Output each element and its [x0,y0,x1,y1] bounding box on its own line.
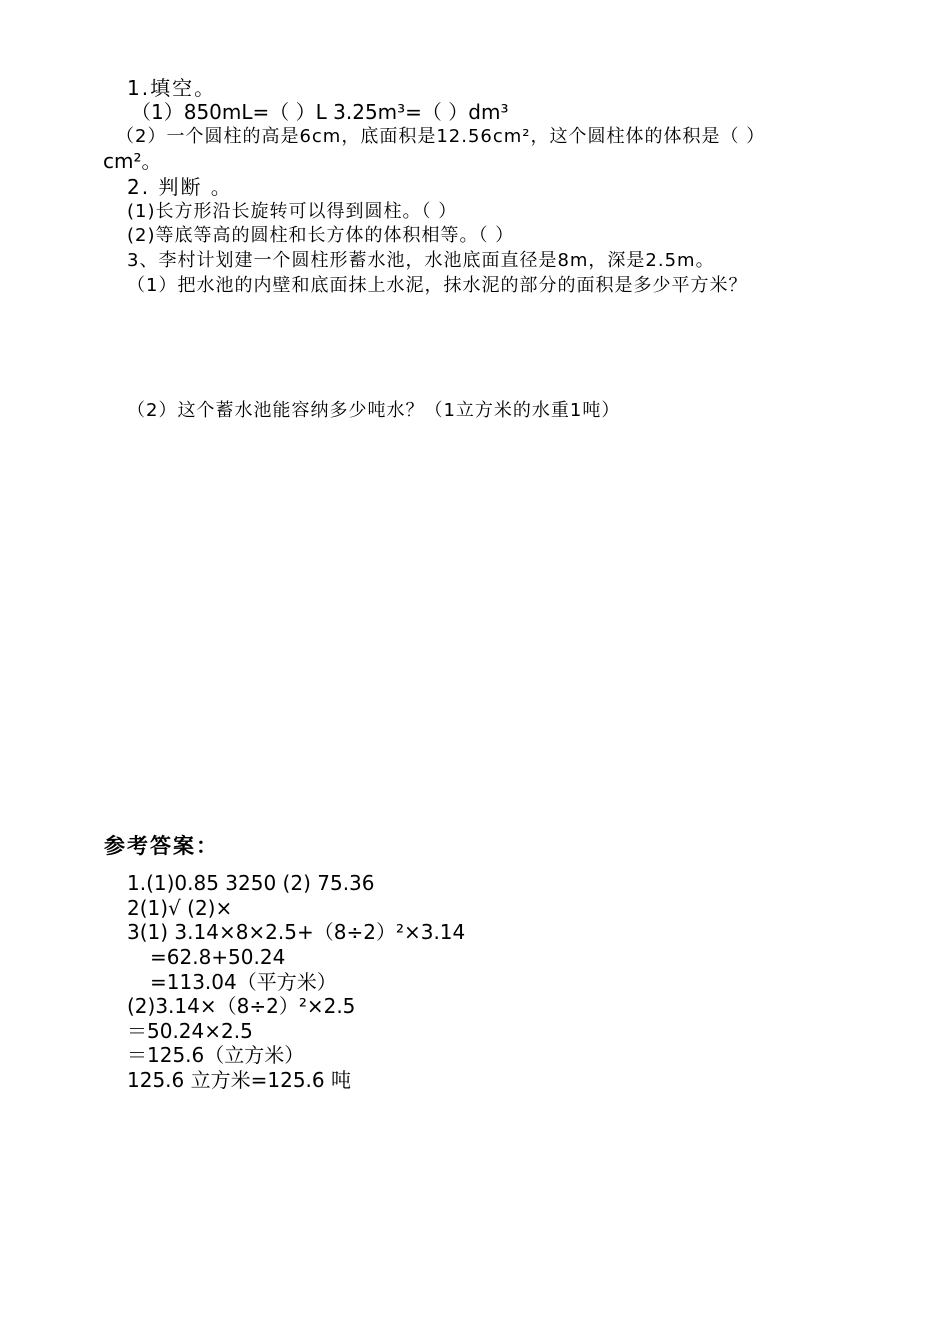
answer-3-line-4: (2)3.14×（8÷2）²×2.5 [127,994,356,1018]
answer-3-line-3: =113.04（平方米） [150,970,337,994]
question-2-part-2: (2)等底等高的圆柱和长方体的体积相等。（ ） [127,225,515,246]
answer-1: 1.(1)0.85 3250 (2) 75.36 [127,871,375,895]
answer-3-line-1: 3(1) 3.14×8×2.5+（8÷2）²×3.14 [127,920,466,944]
question-3-part-1: （1）把水池的内壁和底面抹上水泥，抹水泥的部分的面积是多少平方米？ [127,275,748,296]
question-1-part-1: （1）850mL=（ ）L 3.25m³=（ ）dm³ [131,100,509,124]
answer-key-heading: 参考答案： [104,834,219,858]
question-3-part-2: （2）这个蓄水池能容纳多少吨水？（1立方米的水重1吨） [127,400,621,421]
question-1-part-2-unit: cm²。 [103,149,162,173]
answer-2: 2(1)√ (2)× [127,896,233,920]
answer-3-line-6: ＝125.6（立方米） [127,1043,305,1067]
answer-3-line-5: ＝50.24×2.5 [127,1019,253,1043]
answer-3-line-7: 125.6 立方米=125.6 吨 [127,1068,351,1092]
question-3-title: 3、李村计划建一个圆柱形蓄水池，水池底面直径是8m，深是2.5m。 [127,250,715,271]
question-1-title: 1.填空。 [127,76,217,100]
question-2-part-1: (1)长方形沿长旋转可以得到圆柱。（ ） [127,201,458,222]
question-1-part-2: （2）一个圆柱的高是6cm，底面积是12.56cm²，这个圆柱体的体积是（ ） [116,126,766,147]
question-2-title: 2. 判断 。 [127,175,233,199]
answer-3-line-2: =62.8+50.24 [150,945,286,969]
